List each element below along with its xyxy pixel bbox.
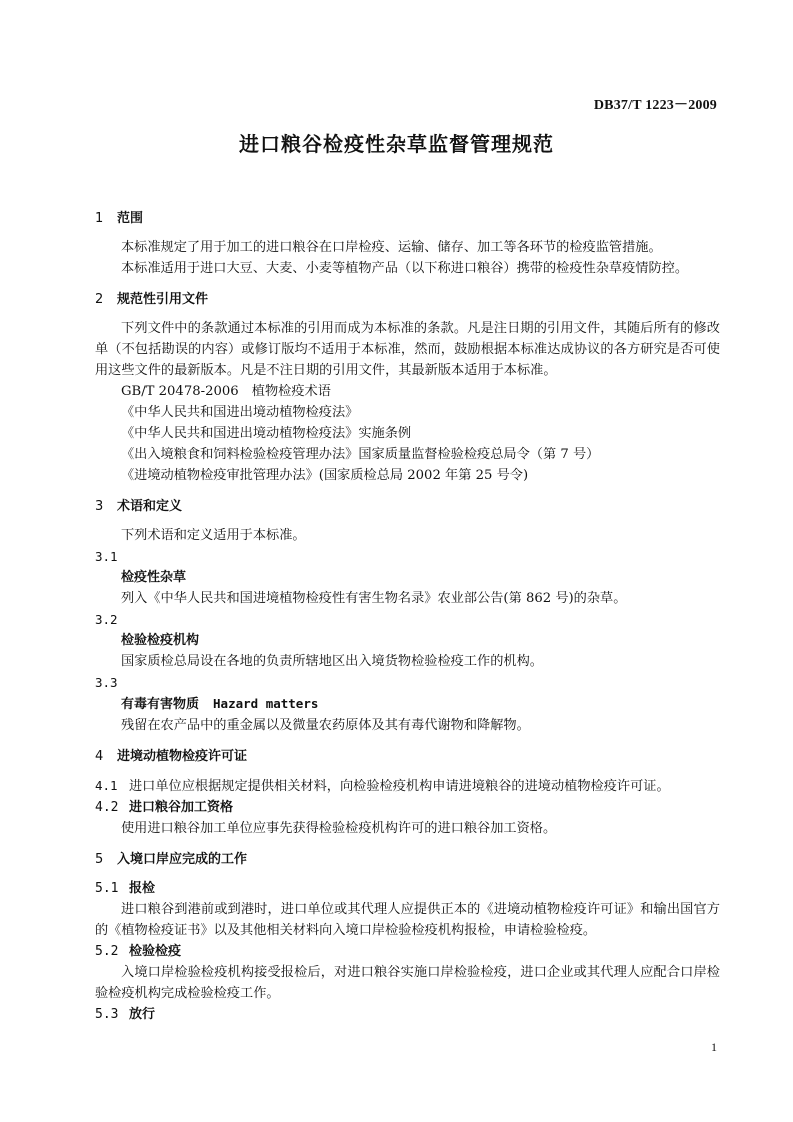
term-name-zh: 有毒有害物质 <box>121 697 200 712</box>
section-5-heading <box>95 849 720 870</box>
clause-number: 3.2 <box>95 612 118 627</box>
clause-5-1-heading <box>95 878 720 899</box>
page-number: 1 <box>711 1040 717 1054</box>
reference-item: 《中华人民共和国进出境动植物检疫法》 <box>121 405 359 420</box>
section-number: 1 <box>95 211 104 226</box>
clause-number: 3.3 <box>95 675 118 690</box>
clause-title: 检验检疫 <box>129 944 182 959</box>
section-title: 规范性引用文件 <box>117 292 209 307</box>
clause-number: 4.2 <box>95 800 119 815</box>
clause-number: 5.1 <box>95 881 119 896</box>
standard-code: DB37/T 1223－2009 <box>593 98 717 113</box>
paragraph: 使用进口粮谷加工单位应事先获得检验检疫机构许可的进口粮谷加工资格。 <box>121 821 557 836</box>
section-1-heading <box>95 208 720 229</box>
clause-title: 进口粮谷加工资格 <box>129 800 234 815</box>
reference-item: 《出入境粮食和饲料检验检疫管理办法》国家质量监督检验检疫总局令（第 7 号） <box>121 447 600 462</box>
section-title: 进境动植物检疫许可证 <box>117 749 248 764</box>
clause-number: 5.2 <box>95 944 119 959</box>
term-definition: 残留在农产品中的重金属以及微量农药原体及其有毒代谢物和降解物。 <box>121 718 530 733</box>
paragraph: 入境口岸检验检疫机构接受报检后，对进口粮谷实施口岸检验检疫，进口企业或其代理人应配合口岸检验检疫机构完成检验检疫工作。 <box>95 965 720 1001</box>
clause-4-2-heading <box>95 797 720 818</box>
reference-item: 《进境动植物检疫审批管理办法》(国家质检总局 2002 年第 25 号令) <box>121 468 529 483</box>
clause-5-2-heading <box>95 941 720 962</box>
section-number: 4 <box>95 749 104 764</box>
paragraph: 下列术语和定义适用于本标准。 <box>121 528 306 543</box>
section-title: 入境口岸应完成的工作 <box>117 852 248 867</box>
term-name: 检验检疫机构 <box>121 633 200 648</box>
term-name <box>95 693 720 715</box>
paragraph: 下列文件中的条款通过本标准的引用而成为本标准的条款。凡是注日期的引用文件，其随后所有的修改单（不包括勘误的内容）或修订版均不适用于本标准，然而，鼓励根据本标准达成协议的各方研究是否可使用这些文件的最新版本。凡是不注日期的引用文件，其最新版本适用于本标准。 <box>95 321 720 378</box>
section-4-heading <box>95 746 720 767</box>
reference-item: 《中华人民共和国进出境动植物检疫法》实施条例 <box>121 426 412 441</box>
clause-number: 3.1 <box>95 549 118 564</box>
reference-item: GB/T 20478-2006 植物检疫术语 <box>121 384 331 399</box>
paragraph: 进口粮谷到港前或到港时，进口单位或其代理人应提供正本的《进境动植物检疫许可证》和输出国官方的《植物检疫证书》以及其他相关材料向入境口岸检验检疫机构报检，申请检验检疫。 <box>95 902 720 938</box>
document-body <box>95 200 720 1025</box>
section-number: 5 <box>95 852 104 867</box>
section-number: 2 <box>95 292 104 307</box>
term-definition: 国家质检总局设在各地的负责所辖地区出入境货物检验检疫工作的机构。 <box>121 654 543 669</box>
paragraph: 本标准适用于进口大豆、大麦、小麦等植物产品（以下称进口粮谷）携带的检疫性杂草疫情防控。 <box>121 261 689 276</box>
term-definition: 列入《中华人民共和国进境植物检疫性有害生物名录》农业部公告(第 862 号)的杂草。 <box>121 591 627 606</box>
paragraph: 本标准规定了用于加工的进口粮谷在口岸检疫、运输、储存、加工等各环节的检疫监管措施。 <box>121 240 662 255</box>
term-name-en: Hazard matters <box>213 696 319 711</box>
section-3-heading <box>95 496 720 517</box>
clause-5-3-heading <box>95 1004 720 1025</box>
clause-number: 5.3 <box>95 1007 119 1022</box>
clause-number: 4.1 <box>95 778 118 793</box>
clause-title: 报检 <box>129 881 156 896</box>
clause-title: 放行 <box>129 1007 156 1022</box>
section-title: 术语和定义 <box>117 499 183 514</box>
section-number: 3 <box>95 499 104 514</box>
term-name: 检疫性杂草 <box>121 570 187 585</box>
document-title: 进口粮谷检疫性杂草监督管理规范 <box>239 132 554 156</box>
section-2-heading <box>95 289 720 310</box>
clause-text: 进口单位应根据规定提供相关材料，向检验检疫机构申请进境粮谷的进境动植物检疫许可证。 <box>129 779 670 794</box>
clause-4-1 <box>95 775 720 797</box>
section-title: 范围 <box>117 211 144 226</box>
